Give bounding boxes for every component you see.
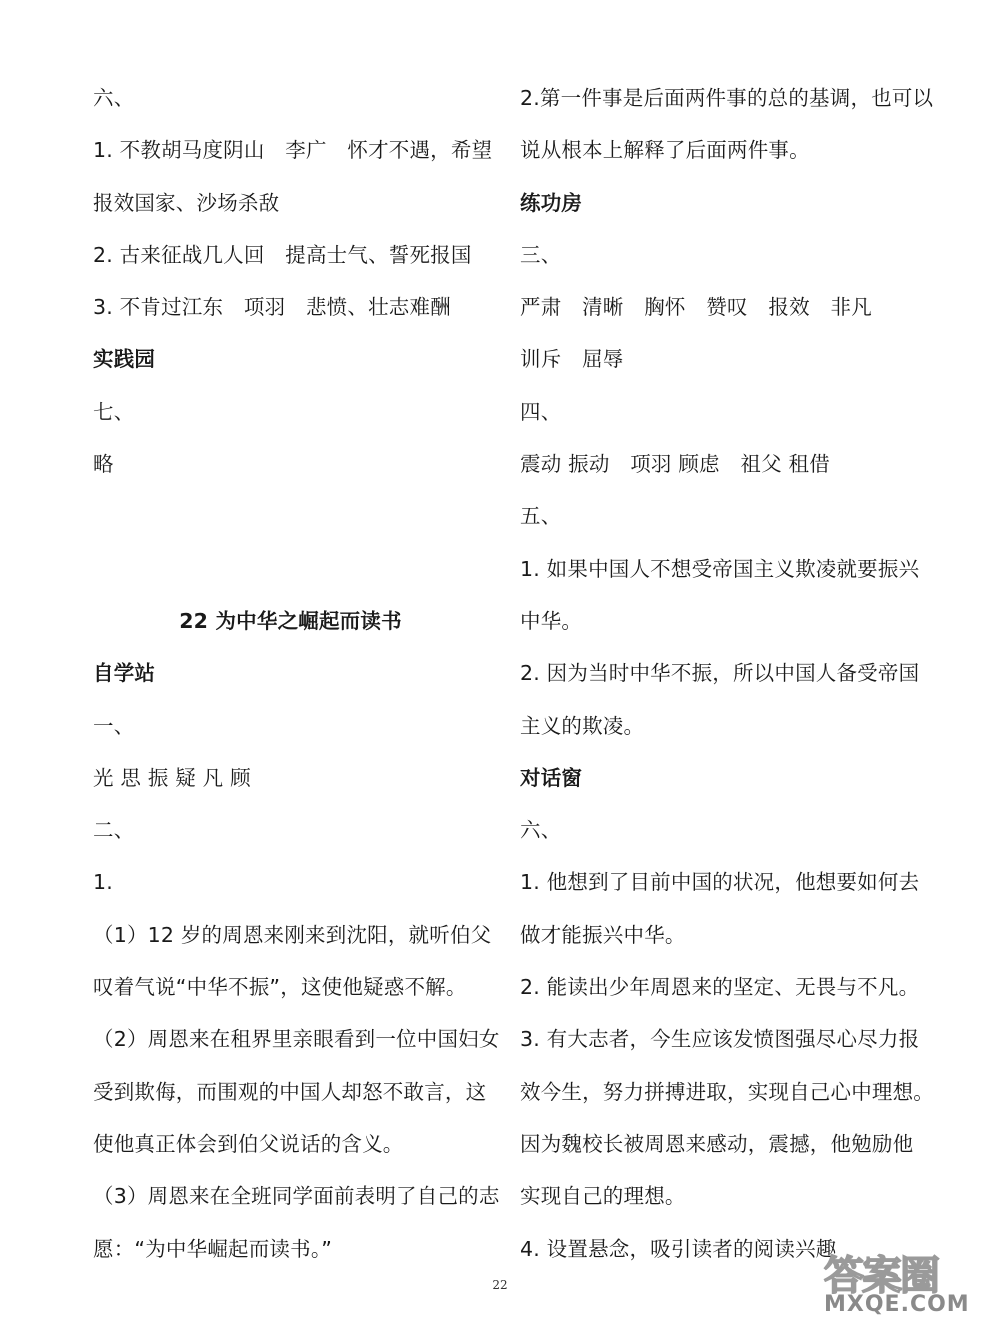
text-line bbox=[93, 490, 488, 542]
text-line: 4. 设置悬念，吸引读者的阅读兴趣 bbox=[520, 1236, 837, 1261]
text-line: 因为魏校长被周恩来感动，震撼，他勉励他 bbox=[520, 1131, 914, 1156]
text-line: 做才能振兴中华。 bbox=[520, 922, 686, 947]
text-line: 2.第一件事是后面两件事的总的基调，也可以 bbox=[520, 86, 934, 110]
text-line: 1. 他想到了目前中国的状况，他想要如何去 bbox=[520, 870, 920, 895]
text-line: 1. 不教胡马度阴山 李广 怀才不遇，希望 bbox=[93, 138, 493, 163]
text-line: 报效国家、沙场杀敌 bbox=[93, 190, 280, 215]
text-line: 3. 不肯过江东 项羽 悲愤、壮志难酬 bbox=[93, 295, 451, 320]
section-heading: 对话窗 bbox=[520, 765, 583, 790]
text-line: 二、 bbox=[93, 818, 135, 843]
text-line: 震动 振动 项羽 顾虑 祖父 租借 bbox=[520, 452, 830, 477]
text-line: 3. 有大志者，今生应该发愤图强尽心尽力报 bbox=[520, 1027, 920, 1052]
watermark-url: MXQE.COM bbox=[824, 1292, 970, 1317]
text-line: 光 思 振 疑 凡 顾 bbox=[93, 765, 251, 790]
text-line: 说从根本上解释了后面两件事。 bbox=[520, 138, 810, 163]
text-line: 中华。 bbox=[520, 608, 583, 633]
text-line bbox=[93, 543, 488, 595]
text-line: 2. 因为当时中华不振，所以中国人备受帝国 bbox=[520, 661, 920, 686]
text-line: 略 bbox=[93, 452, 114, 477]
text-line: 一、 bbox=[93, 713, 135, 738]
page-number: 22 bbox=[492, 1278, 508, 1292]
section-heading: 练功房 bbox=[520, 190, 583, 215]
text-line: 六、 bbox=[93, 86, 135, 110]
section-heading: 实践园 bbox=[93, 347, 156, 372]
text-line: 三、 bbox=[520, 242, 562, 267]
text-line: 愿：“为中华崛起而读书。” bbox=[93, 1236, 333, 1261]
text-line: 七、 bbox=[93, 399, 135, 424]
watermark-text: 答案圈 bbox=[824, 1253, 938, 1299]
text-line: 严肃 清晰 胸怀 赞叹 报效 非凡 bbox=[520, 295, 872, 320]
text-line: 受到欺侮，而围观的中国人却怒不敢言，这 bbox=[93, 1079, 487, 1104]
text-line: 实现自己的理想。 bbox=[520, 1184, 686, 1209]
text-line: （1）12 岁的周恩来刚来到沈阳，就听伯父 bbox=[93, 922, 492, 947]
text-line: （3）周恩来在全班同学面前表明了自己的志 bbox=[93, 1184, 500, 1209]
text-line: 五、 bbox=[520, 504, 562, 529]
text-line: 四、 bbox=[520, 399, 562, 424]
section-heading: 自学站 bbox=[93, 661, 156, 686]
left-column bbox=[93, 72, 500, 1275]
text-line: 效今生，努力拼搏进取，实现自己心中理想。 bbox=[520, 1079, 934, 1104]
text-line: 主义的欺凌。 bbox=[520, 713, 645, 738]
text-line: 叹着气说“中华不振”，这使他疑惑不解。 bbox=[93, 975, 467, 1000]
text-line: 六、 bbox=[520, 818, 562, 843]
text-line: 训斥 屈辱 bbox=[520, 347, 624, 372]
section-heading: 22 为中华之崛起而读书 bbox=[179, 608, 402, 633]
text-line: 使他真正体会到伯父说话的含义。 bbox=[93, 1131, 404, 1156]
text-line: 1. 如果中国人不想受帝国主义欺凌就要振兴 bbox=[520, 556, 920, 581]
text-line: 2. 能读出少年周恩来的坚定、无畏与不凡。 bbox=[520, 975, 920, 1000]
text-line: 2. 古来征战几人回 提高士气、誓死报国 bbox=[93, 242, 472, 267]
text-line: 1. bbox=[93, 870, 113, 895]
watermark-logo bbox=[794, 1234, 994, 1334]
right-column bbox=[520, 72, 934, 1275]
text-line: （2）周恩来在租界里亲眼看到一位中国妇女 bbox=[93, 1027, 500, 1052]
